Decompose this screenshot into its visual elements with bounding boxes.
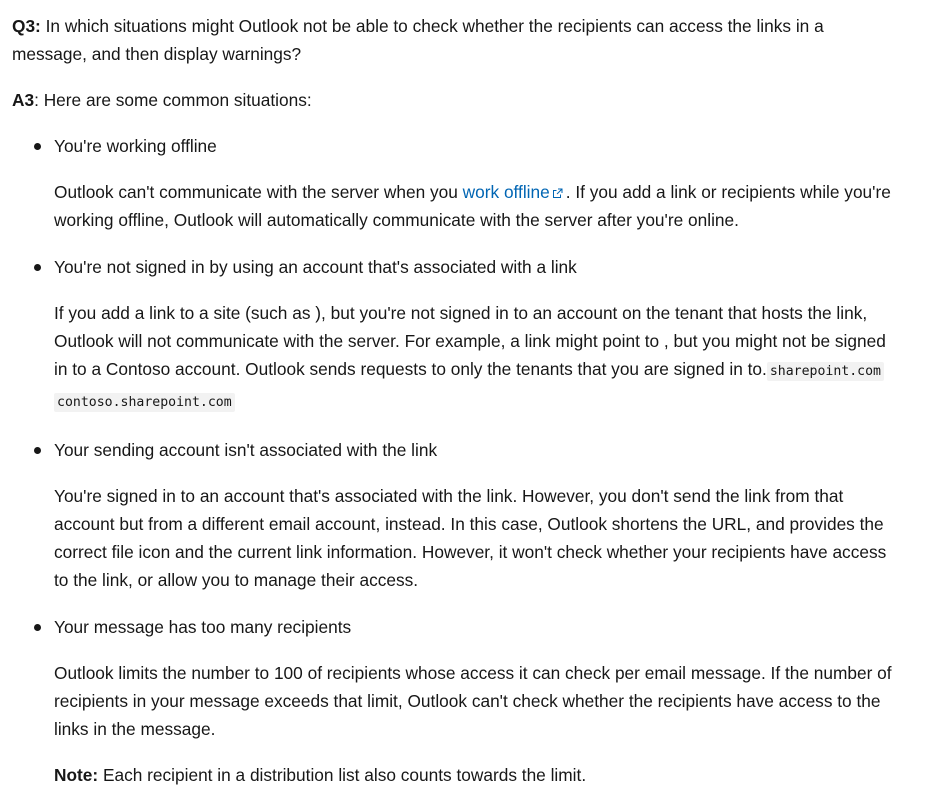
note-text: Each recipient in a distribution list also counts towards the limit.	[98, 765, 587, 785]
code-contoso-sharepoint: contoso.sharepoint.com	[54, 393, 235, 412]
list-item-title: Your sending account isn't associated with the link	[54, 440, 438, 460]
code-sharepoint: sharepoint.com	[767, 362, 884, 381]
list-item-title: Your message has too many recipients	[54, 617, 352, 637]
situations-list	[12, 132, 936, 789]
list-item-title: You're not signed in by using an account that's associated with a link	[54, 257, 577, 277]
work-offline-link-text[interactable]: work offline	[462, 182, 550, 202]
list-item-body: You're signed in to an account that's associated with the link. However, you don't send the link from that account but from a different email account, instead. In this case, Outlook shortens the URL, and provides the correct file icon and the current link information. However, it won't check whether your recipients have access to the link, or allow you to manage their access.	[54, 486, 887, 590]
note-label: Note:	[54, 765, 99, 785]
body-text: If you add a link to a site (such as ), but you're not signed in to an account on the tenant that hosts the link, Outlook will not communicate with the server. For example, a link might point to , but you might not be signed in to a Contoso account. Outlook sends requests to only the tenants that you are signed in to.	[54, 303, 886, 379]
question-text: In which situations might Outlook not be able to check whether the recipients can access the links in a message, and then display warnings?	[12, 16, 824, 64]
body-text-before-link: Outlook can't communicate with the server when you	[54, 182, 463, 202]
list-item-body: Outlook limits the number to 100 of recipients whose access it can check per email message. If the number of recipients in your message exceeds that limit, Outlook can't check whether the recipients have access to the links in the message.	[54, 663, 892, 739]
bullet-icon	[34, 447, 41, 454]
note-paragraph	[54, 761, 892, 789]
list-item-sending-account	[12, 436, 936, 594]
list-item-body	[54, 178, 892, 234]
bullet-icon	[34, 143, 41, 150]
external-link-icon	[552, 188, 563, 199]
work-offline-link[interactable]	[463, 182, 566, 202]
list-item-working-offline	[12, 132, 936, 234]
list-item-title: You're working offline	[54, 136, 217, 156]
list-item-too-many-recipients	[12, 613, 936, 789]
bullet-icon	[34, 624, 41, 631]
list-item-not-signed-in	[12, 253, 936, 417]
question-label: Q3:	[12, 16, 41, 36]
list-item-body	[54, 299, 892, 417]
body-text-after-link: . If you add a link or recipients while you're working offline, Outlook will automatically communicate with the server after you're online.	[54, 182, 891, 230]
answer-text: : Here are some common situations:	[34, 90, 312, 110]
bullet-icon	[34, 264, 41, 271]
answer-paragraph	[12, 86, 892, 114]
question-paragraph	[12, 12, 892, 68]
answer-label: A3	[12, 90, 35, 110]
